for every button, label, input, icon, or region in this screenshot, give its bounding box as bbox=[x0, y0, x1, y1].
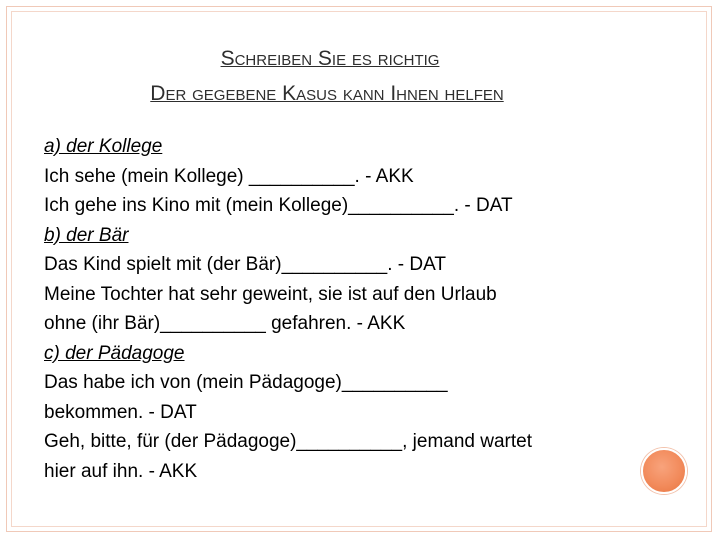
exercise-line: Meine Tochter hat sehr geweint, sie ist auf den Urlaub bbox=[44, 283, 497, 305]
exercise-line: ohne (ihr Bär)__________ gefahren. - AKK bbox=[44, 313, 406, 334]
decorative-circle bbox=[641, 448, 687, 494]
slide-title: Schreiben Sie es richtig bbox=[220, 47, 440, 70]
exercise-line: Ich sehe (mein Kollege) __________. - AKK bbox=[44, 165, 414, 187]
slide-subtitle: Der gegebene Kasus kann Ihnen helfen bbox=[150, 82, 504, 105]
exercise-line: Das Kind spielt mit (der Bär)__________. - DAT bbox=[44, 254, 446, 275]
exercise-content bbox=[44, 132, 644, 486]
section-heading-kollege: a) der Kollege bbox=[44, 136, 163, 157]
exercise-line: Ich gehe ins Kino mit (mein Kollege)__________. - DAT bbox=[44, 195, 513, 216]
exercise-line: Geh, bitte, für (der Pädagoge)__________, jemand wartet bbox=[44, 431, 532, 452]
section-heading-baer: b) der Bär bbox=[44, 224, 129, 246]
exercise-line: bekommen. - DAT bbox=[44, 401, 197, 423]
exercise-line: hier auf ihn. - AKK bbox=[44, 460, 198, 482]
section-heading-paedagoge: c) der Pädagoge bbox=[44, 342, 185, 364]
exercise-line: Das habe ich von (mein Pädagoge)__________ bbox=[44, 372, 448, 393]
